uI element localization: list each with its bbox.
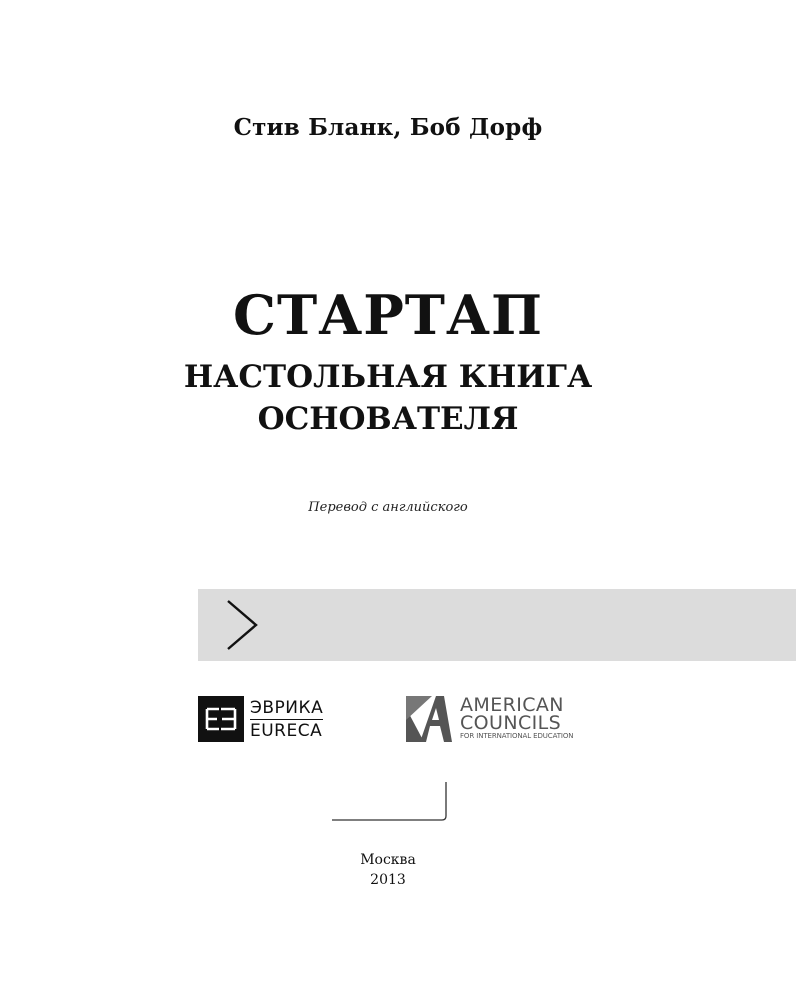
subtitle-line-1: НАСТОЛЬНАЯ КНИГА [183, 359, 593, 395]
publisher-name-en: EURECA [250, 721, 323, 741]
city: Москва [360, 852, 416, 868]
partner-name-line-3: FOR INTERNATIONAL EDUCATION [460, 732, 574, 740]
book-title: СТАРТАП [233, 283, 543, 347]
authors: Стив Бланк, Боб Дорф [233, 114, 543, 141]
partner-name-line-2: COUNCILS [460, 712, 562, 734]
year: 2013 [370, 872, 406, 888]
imprint [0, 850, 776, 890]
american-councils-logo [406, 696, 606, 744]
chevron-right-icon [224, 599, 264, 651]
publisher-name-ru: ЭВРИКА [250, 698, 324, 718]
american-councils-mark-icon [406, 696, 454, 742]
eureca-mark-icon [198, 696, 244, 742]
translation-note: Перевод с английского [308, 500, 468, 515]
logos [198, 696, 618, 746]
decorative-bracket [332, 780, 448, 822]
grey-band [198, 589, 796, 661]
book-subtitle [0, 356, 776, 440]
subtitle-line-2: ОСНОВАТЕЛЯ [257, 401, 519, 437]
eureca-logo [198, 696, 328, 742]
partner-name-line-1: AMERICAN [460, 694, 564, 716]
